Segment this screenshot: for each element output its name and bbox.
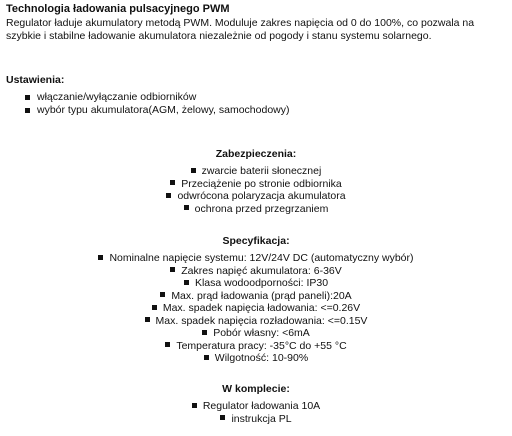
list-item-text: ochrona przed przegrzaniem <box>194 202 329 215</box>
square-bullet-icon <box>160 292 165 297</box>
list-item-text: instrukcja PL <box>231 412 292 425</box>
square-bullet-icon <box>191 168 196 173</box>
settings-list <box>24 91 289 117</box>
list-item <box>0 178 512 191</box>
protection-heading: Zabezpieczenia: <box>215 148 297 160</box>
list-item-text: zwarcie baterii słonecznej <box>201 165 322 177</box>
list-item <box>0 413 512 426</box>
square-bullet-icon <box>145 317 150 322</box>
square-bullet-icon <box>98 255 103 260</box>
list-item-text: Max. spadek napięcia rozładowania: <=0.15V <box>155 314 368 327</box>
list-item <box>0 340 512 353</box>
square-bullet-icon <box>165 342 170 347</box>
settings-heading: Ustawienia: <box>6 74 65 86</box>
list-item: wybór typu akumulatora(AGM, żelowy, samochodowy) <box>24 104 289 117</box>
intro-paragraph: Regulator ładuje akumulatory metodą PWM. Moduluje zakres napięcia od 0 do 100%, co pozwala na szybkie i stabilne ładowanie akumulatora niezależnie od pogody i stanu systemu solarnego. <box>6 17 475 42</box>
list-item <box>0 400 512 413</box>
list-item-text: Pobór własny: <6mA <box>213 327 310 339</box>
square-bullet-icon <box>170 267 175 272</box>
list-item <box>0 203 512 216</box>
square-bullet-icon <box>202 330 207 335</box>
list-item-text: Przeciążenie po stronie odbiornika <box>181 177 342 190</box>
list-item <box>0 352 512 365</box>
square-bullet-icon <box>184 205 189 210</box>
square-bullet-icon <box>152 305 157 310</box>
package-contents-section <box>0 383 512 425</box>
list-item-text: odwrócona polaryzacja akumulatora <box>177 190 346 202</box>
list-item <box>0 165 512 178</box>
square-bullet-icon <box>166 193 171 198</box>
list-item-text: Nominalne napięcie systemu: 12V/24V DC (automatyczny wybór) <box>109 252 414 264</box>
list-item-text: Max. spadek napięcia ładowania: <=0.26V <box>162 302 361 314</box>
specification-list <box>0 252 512 365</box>
list-item-text: Regulator ładowania 10A <box>202 400 321 412</box>
package-contents-heading: W komplecie: <box>222 383 290 395</box>
protection-section <box>0 148 512 215</box>
square-bullet-icon <box>192 403 197 408</box>
square-bullet-icon <box>184 280 189 285</box>
specification-section <box>0 235 512 365</box>
list-item <box>0 277 512 290</box>
list-item <box>0 327 512 340</box>
list-item-text: Max. prąd ładowania (prąd paneli):20A <box>171 289 352 302</box>
square-bullet-icon <box>170 180 175 185</box>
package-contents-list <box>0 400 512 425</box>
list-item: włączanie/wyłączanie odbiorników <box>24 91 289 104</box>
protection-list <box>0 165 512 215</box>
list-item <box>0 190 512 203</box>
list-item-text: Klasa wodoodporności: IP30 <box>194 277 329 289</box>
list-item <box>0 315 512 328</box>
page-title: Technologia ładowania pulsacyjnego PWM <box>6 3 230 15</box>
list-item <box>0 302 512 315</box>
list-item <box>0 252 512 265</box>
square-bullet-icon <box>204 355 209 360</box>
list-item <box>0 265 512 278</box>
list-item-text: Zakres napięć akumulatora: 6-36V <box>181 264 342 277</box>
specification-heading: Specyfikacja: <box>222 235 290 247</box>
list-item-text: Wilgotność: 10-90% <box>214 352 309 364</box>
square-bullet-icon <box>220 415 225 420</box>
list-item-text: Temperatura pracy: -35°C do +55 °C <box>176 339 347 352</box>
list-item <box>0 290 512 303</box>
